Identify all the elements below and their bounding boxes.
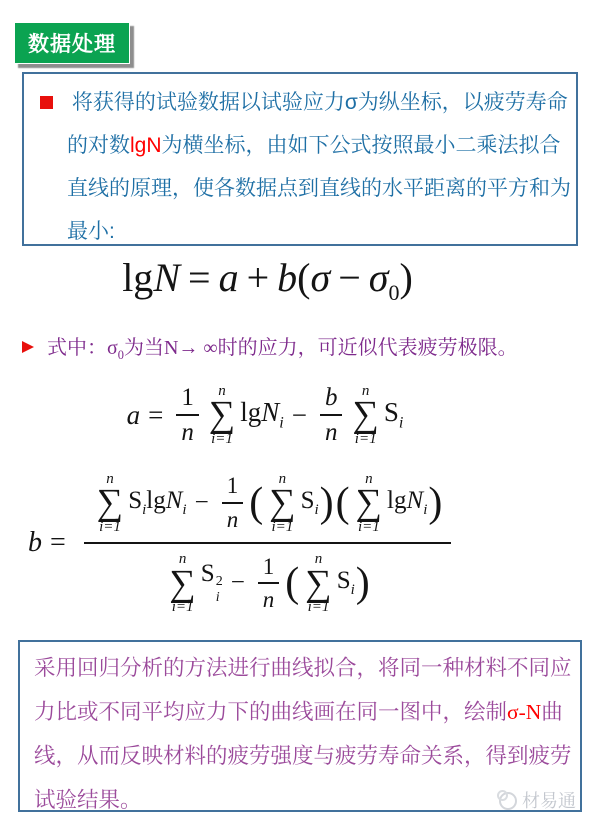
note-body: 为当N→ ∞时的应力，可近似代表疲劳极限。	[123, 337, 518, 359]
note-text	[47, 331, 518, 363]
title-badge-label: 数据处理	[28, 33, 116, 56]
summary-line-3-text: 线，从而反映材料的疲劳强度与疲劳寿命关系，得到疲劳	[34, 744, 572, 768]
summary-line-1-text: 采用回归分析的方法进行曲线拟合，将同一种材料不同应	[34, 656, 572, 680]
lgn-highlight: lgN	[130, 134, 162, 157]
formula-a	[0, 372, 530, 458]
term-lgNi: lgN$_i$	[146, 486, 187, 518]
fb-minus: −	[194, 488, 209, 516]
intro-line-4-text: 最小:	[67, 220, 115, 243]
sum-symbol: n ∑ i=1	[169, 551, 196, 615]
fx-sigma0: σ	[368, 255, 389, 300]
fx-close: )	[399, 255, 413, 300]
note-line	[20, 331, 580, 363]
watermark	[497, 787, 576, 813]
title-badge	[14, 22, 130, 64]
sum-symbol: n ∑ i=1	[96, 470, 124, 535]
fx-lg: lg	[122, 255, 154, 300]
sigma-n-highlight: σ-N	[507, 700, 542, 724]
formula-lgn	[0, 254, 535, 306]
intro-line-4	[40, 210, 564, 253]
sum-symbol: n ∑ i=1	[305, 551, 332, 615]
intro-box	[22, 72, 578, 246]
fx-sigma0-sub: 0	[388, 280, 400, 305]
intro-line-2-post: 为横坐标，由如下公式按照最小二乘法拟合	[161, 134, 561, 157]
fx-plus: +	[246, 255, 270, 300]
fx-a: a	[218, 255, 239, 300]
intro-line-2-pre: 的对数	[67, 134, 130, 157]
fx-minus: −	[338, 255, 361, 300]
summary-line-4	[34, 778, 568, 822]
close-paren: )	[428, 479, 443, 526]
note-sigma-sub: 0	[117, 348, 124, 362]
sum-symbol: n ∑ i=1	[269, 470, 296, 535]
intro-line-2	[40, 124, 564, 167]
fa-a: a	[126, 399, 141, 430]
fa-eq: =	[148, 399, 164, 430]
fb-bigfraction	[84, 471, 452, 616]
square-bullet-icon	[40, 96, 53, 109]
close-paren: )	[319, 479, 334, 526]
term-lgNi: lgN$_i$	[240, 397, 284, 432]
fb-lhs: b =	[28, 527, 66, 558]
note-sigma: σ	[107, 337, 118, 359]
intro-line-3	[40, 167, 571, 210]
note-pre: 式中：	[47, 337, 107, 359]
watermark-logo-icon	[497, 790, 517, 810]
sum-symbol: n ∑ i=1	[355, 470, 383, 535]
term-Si-squared: S 2 i	[200, 560, 223, 606]
open-paren: (	[285, 560, 300, 607]
fb-denominator	[164, 544, 370, 615]
open-paren: (	[335, 479, 350, 526]
intro-line-3-text: 直线的原理，使各数据点到直线的水平距离的平方和为	[67, 177, 571, 200]
fb-numerator	[84, 471, 452, 544]
term-Si: $S_i$	[383, 397, 404, 432]
term-Si: $S_i$	[128, 486, 147, 518]
watermark-text: 材易通	[522, 791, 576, 811]
sum-symbol: n ∑ i=1	[352, 382, 379, 447]
sum-symbol: n ∑ i=1	[208, 382, 236, 447]
intro-line-1-text: 将获得的试验数据以试验应力σ为纵坐标，以疲劳寿命	[71, 91, 568, 114]
summary-line-2-pre: 力比或不同平均应力下的曲线画在同一图中，绘制	[34, 700, 508, 724]
fraction-1-over-n: $\frac{1}{n}$	[222, 473, 244, 532]
summary-line-3	[34, 734, 572, 778]
fx-eq: =	[188, 255, 211, 300]
term-Si: $S_i$	[336, 567, 355, 599]
intro-line-1	[40, 81, 568, 124]
fx-N: N	[153, 255, 180, 300]
fx-b: b	[277, 255, 298, 300]
summary-line-1	[34, 646, 572, 690]
fx-open: (	[297, 255, 311, 300]
fa-minus: −	[291, 399, 307, 430]
open-paren: (	[249, 479, 264, 526]
fx-sigma: σ	[310, 255, 331, 300]
summary-line-2	[34, 690, 568, 734]
summary-line-2-post: 曲	[541, 700, 563, 724]
fraction-b-over-n: $\frac{b}{n}$	[320, 384, 343, 447]
fraction-1-over-n: $\frac{1}{n}$	[176, 384, 199, 447]
formula-b	[28, 456, 584, 630]
arrow-bullet-icon	[22, 341, 34, 353]
fb-minus: −	[230, 569, 245, 597]
close-paren: )	[355, 560, 370, 607]
summary-line-4-text: 试验结果。	[34, 788, 142, 812]
term-lgNi: lgN$_i$	[387, 486, 428, 518]
term-Si: $S_i$	[300, 486, 319, 518]
fraction-1-over-n: $\frac{1}{n}$	[258, 554, 280, 613]
